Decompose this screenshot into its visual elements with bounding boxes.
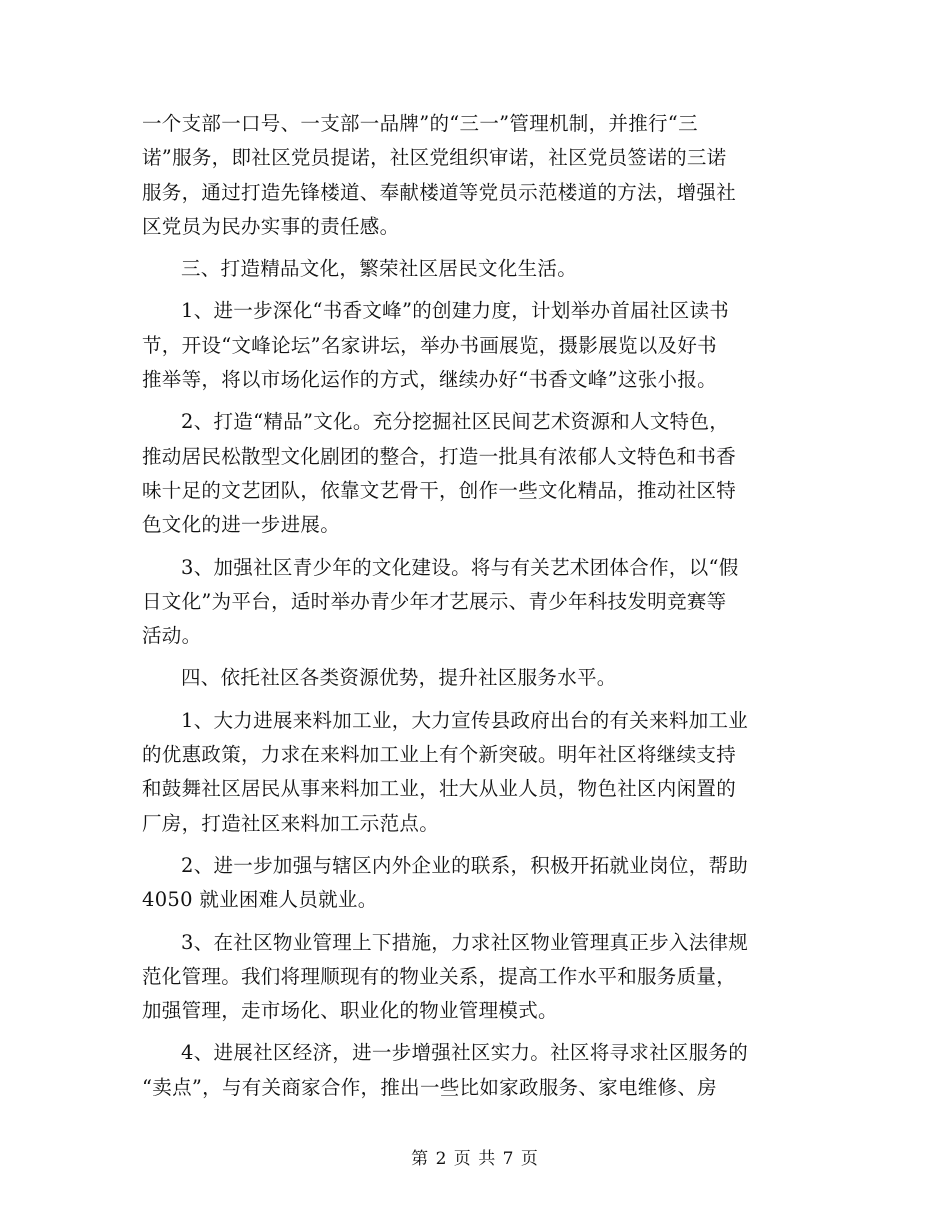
text-line — [142, 585, 808, 619]
text-line — [142, 474, 808, 508]
paragraph — [142, 551, 808, 654]
page-footer: 第 2 页 共 7 页 — [411, 1149, 539, 1169]
paragraph — [142, 849, 808, 918]
line-text: 区党员为民办实事的责任感。 — [142, 214, 400, 238]
paragraph — [142, 107, 808, 244]
line-text: 日文化”为平台，适时举办青少年才艺展示、青少年科技发明竞赛等 — [142, 589, 727, 613]
line-text: “卖点”，与有关商家合作，推出一些比如家政服务、家电维修、房 — [142, 1075, 717, 1099]
text-line — [142, 738, 808, 772]
text-line — [142, 405, 808, 439]
text-line — [142, 1036, 808, 1070]
text-line — [142, 619, 808, 653]
line-text: 4050 就业困难人员就业。 — [142, 888, 378, 912]
line-text: 1、大力进展来料加工业，大力宣传县政府出台的有关来料加工业 — [181, 708, 749, 732]
text-line — [142, 363, 808, 397]
text-line — [142, 440, 808, 474]
line-text: 推举等，将以市场化运作的方式，继续办好“书香文峰”这张小报。 — [142, 368, 717, 392]
line-text: 厂房，打造社区来料加工示范点。 — [142, 811, 440, 835]
line-text: 2、打造“精品”文化。充分挖掘社区民间艺术资源和人文特色， — [181, 410, 730, 434]
paragraph — [142, 704, 808, 841]
text-line — [142, 210, 808, 244]
line-text: 节，开设“文峰论坛”名家讲坛，举办书画展览，摄影展览以及好书 — [142, 333, 717, 357]
line-text: 色文化的进一步进展。 — [142, 513, 341, 537]
text-line — [142, 107, 808, 141]
text-line — [142, 551, 808, 585]
line-text: 加强管理，走市场化、职业化的物业管理模式。 — [142, 999, 558, 1023]
line-text: 4、进展社区经济，进一步增强社区实力。社区将寻求社区服务的 — [181, 1041, 749, 1065]
line-text: 三、打造精品文化，繁荣社区居民文化生活。 — [181, 257, 578, 281]
line-text: 和鼓舞社区居民从事来料加工业，壮大从业人员，物色社区内闲置的 — [142, 777, 737, 801]
line-text: 2、进一步加强与辖区内外企业的联系，积极开拓就业岗位，帮助 — [181, 853, 749, 877]
line-text: 四、依托社区各类资源优势，提升社区服务水平。 — [181, 666, 617, 690]
text-line — [142, 294, 808, 328]
line-text: 的优惠政策，力求在来料加工业上有个新突破。明年社区将继续支持 — [142, 743, 737, 767]
line-text: 1、进一步深化“书香文峰”的创建力度，计划举办首届社区读书 — [181, 299, 730, 323]
text-line — [142, 141, 808, 175]
text-line — [142, 329, 808, 363]
text-line — [142, 926, 808, 960]
text-line — [142, 994, 808, 1028]
line-text: 诺”服务，即社区党员提诺，社区党组织审诺，社区党员签诺的三诺 — [142, 146, 727, 170]
paragraph — [142, 405, 808, 542]
text-line — [142, 883, 808, 917]
text-line — [142, 849, 808, 883]
line-text: 3、在社区物业管理上下措施，力求社区物业管理真正步入法律规 — [181, 930, 749, 954]
paragraph — [142, 661, 808, 695]
text-line — [142, 508, 808, 542]
paragraph — [142, 926, 808, 1029]
paragraph — [142, 294, 808, 397]
document-body — [142, 107, 808, 1113]
line-text: 味十足的文艺团队，依靠文艺骨干，创作一些文化精品，推动社区特 — [142, 478, 737, 502]
line-text: 范化管理。我们将理顺现有的物业关系，提高工作水平和服务质量， — [142, 964, 737, 988]
line-text: 活动。 — [142, 624, 202, 648]
text-line — [142, 252, 808, 286]
text-line — [142, 1071, 808, 1105]
text-line — [142, 960, 808, 994]
line-text: 一个支部一口号、一支部一品牌”的“三一”管理机制，并推行“三 — [142, 112, 698, 135]
line-text: 推动居民松散型文化剧团的整合，打造一批具有浓郁人文特色和书香 — [142, 444, 737, 468]
line-text: 3、加强社区青少年的文化建设。将与有关艺术团体合作，以“假 — [181, 555, 739, 579]
text-line — [142, 807, 808, 841]
text-line — [142, 772, 808, 806]
paragraph — [142, 1036, 808, 1105]
paragraph — [142, 252, 808, 286]
line-text: 服务，通过打造先锋楼道、奉献楼道等党员示范楼道的方法，增强社 — [142, 180, 737, 204]
text-line — [142, 704, 808, 738]
text-line — [142, 176, 808, 210]
text-line — [142, 661, 808, 695]
